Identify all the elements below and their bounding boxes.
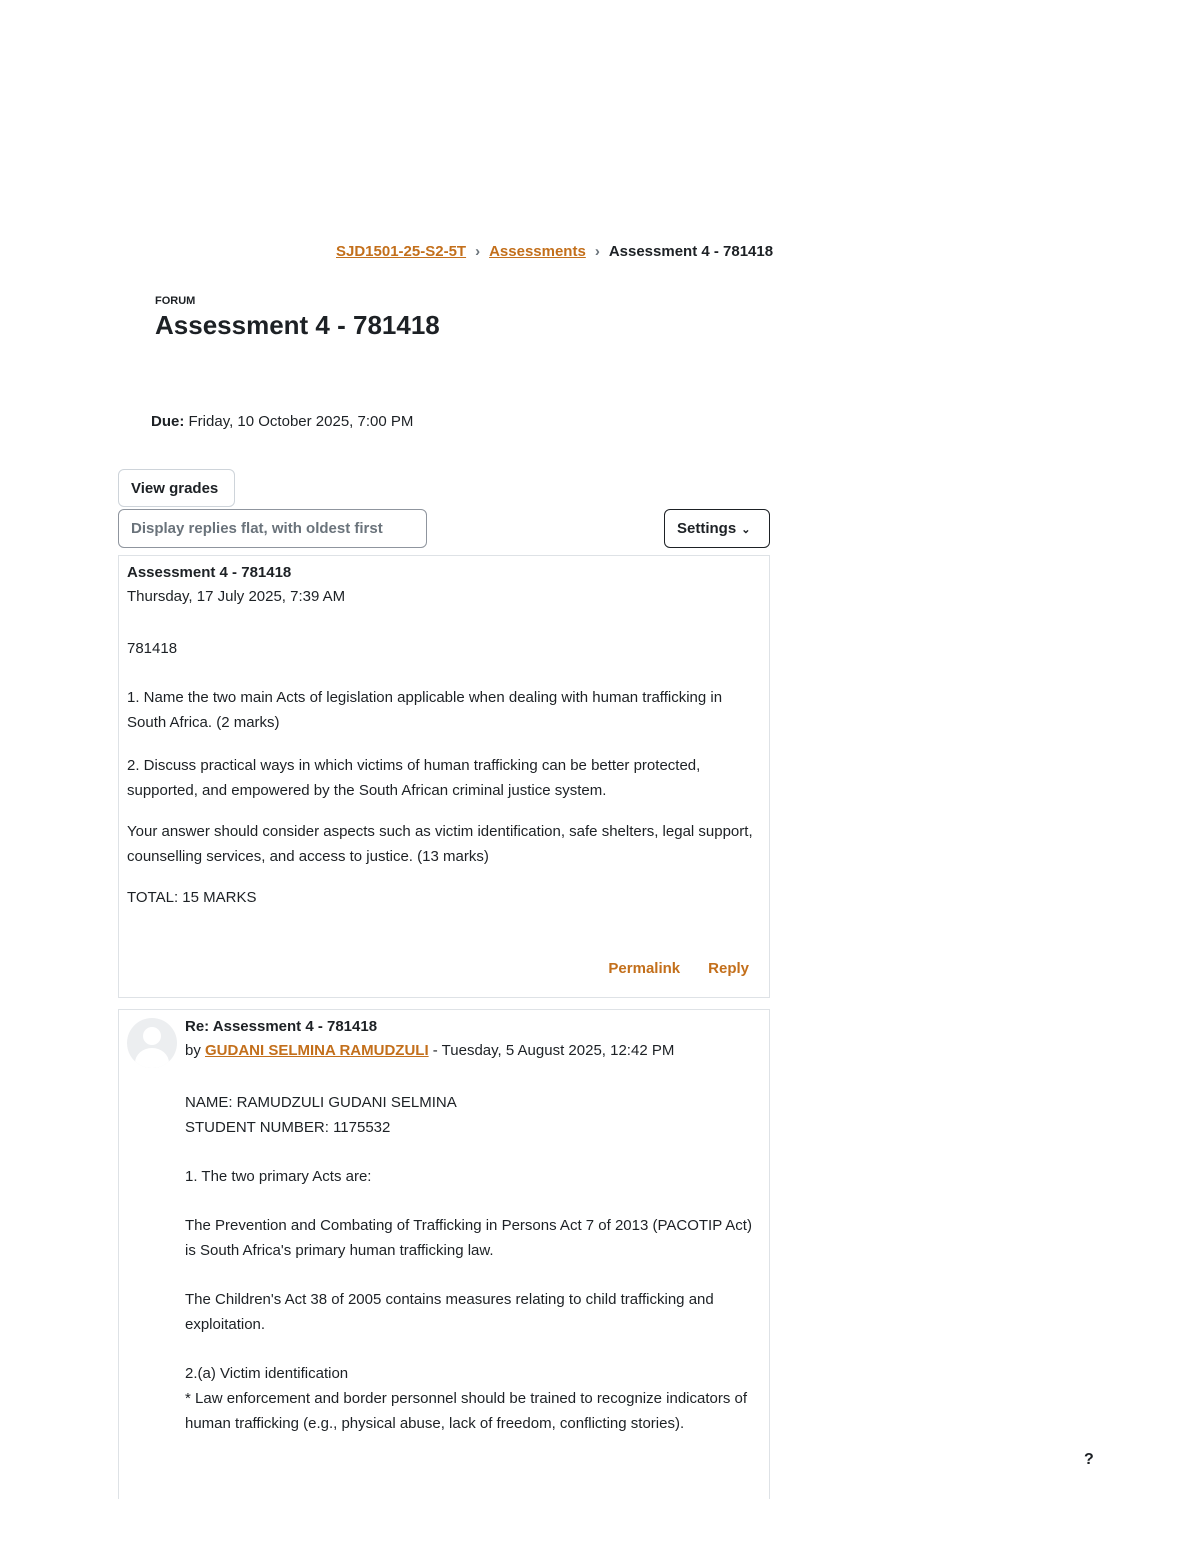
breadcrumb — [336, 243, 773, 260]
post-paragraph: 1. The two primary Acts are: — [185, 1168, 372, 1185]
post-paragraph: 1. Name the two main Acts of legislation applicable when dealing with human trafficking in South Africa. (2 marks) — [127, 689, 723, 731]
permalink-link[interactable]: Permalink — [608, 960, 681, 977]
author-link[interactable]: GUDANI SELMINA RAMUDZULI — [205, 1042, 429, 1059]
post-paragraph: Your answer should consider aspects such as victim identification, safe shelters, legal support, counselling services, and access to justice. (13 marks) — [127, 823, 753, 865]
post-content — [185, 1090, 763, 1436]
post-actions — [580, 960, 749, 977]
post-paragraph: The Prevention and Combating of Trafficking in Persons Act 7 of 2013 (PACOTIP Act) is South Africa's primary human trafficking law. — [185, 1217, 752, 1259]
display-mode-select[interactable]: Display replies flat, with oldest first — [118, 509, 427, 548]
view-grades-button[interactable]: View grades — [118, 469, 235, 507]
due-label: Due: — [151, 413, 185, 430]
settings-button[interactable] — [664, 509, 770, 548]
post-date: - Tuesday, 5 August 2025, 12:42 PM — [432, 1042, 675, 1059]
reply-link[interactable]: Reply — [708, 960, 749, 977]
page-title: Assessment 4 - 781418 — [155, 310, 440, 340]
discussion-post — [118, 555, 770, 998]
post-paragraph: The Children's Act 38 of 2005 contains measures relating to child trafficking and exploitation. — [185, 1291, 714, 1333]
post-subject: Assessment 4 - 781418 — [127, 564, 292, 581]
by-label: by — [185, 1042, 201, 1059]
chevron-right-icon: › — [475, 243, 481, 260]
settings-label: Settings — [677, 520, 737, 537]
post-paragraph: * Law enforcement and border personnel should be trained to recognize indicators of human trafficking (e.g., physical abuse, lack of freedom, conflicting stories). — [185, 1390, 748, 1432]
post-meta — [185, 1042, 674, 1059]
due-value: Friday, 10 October 2025, 7:00 PM — [188, 413, 414, 430]
chevron-right-icon: › — [594, 243, 600, 260]
post-paragraph: TOTAL: 15 MARKS — [127, 889, 257, 906]
post-paragraph: 2.(a) Victim identification — [185, 1365, 349, 1382]
due-date — [151, 413, 413, 430]
chevron-down-icon: ⌄ — [741, 524, 751, 536]
reply-post — [118, 1009, 770, 1499]
breadcrumb-course-link[interactable]: SJD1501-25-S2-5T — [336, 243, 467, 260]
avatar-icon — [127, 1018, 177, 1068]
activity-type-label: FORUM — [155, 295, 196, 307]
post-paragraph: 781418 — [127, 640, 178, 657]
help-button[interactable]: ? — [1084, 1451, 1094, 1468]
post-subject: Re: Assessment 4 - 781418 — [185, 1018, 378, 1035]
post-content — [127, 636, 763, 910]
post-date: Thursday, 17 July 2025, 7:39 AM — [127, 588, 346, 605]
breadcrumb-current: Assessment 4 - 781418 — [608, 243, 774, 260]
post-paragraph: NAME: RAMUDZULI GUDANI SELMINA — [185, 1094, 457, 1111]
post-paragraph: 2. Discuss practical ways in which victims of human trafficking can be better protected, supported, and empowered by the South African criminal justice system. — [127, 757, 701, 799]
breadcrumb-assessments-link[interactable]: Assessments — [489, 243, 586, 260]
post-paragraph: STUDENT NUMBER: 1175532 — [185, 1119, 391, 1136]
